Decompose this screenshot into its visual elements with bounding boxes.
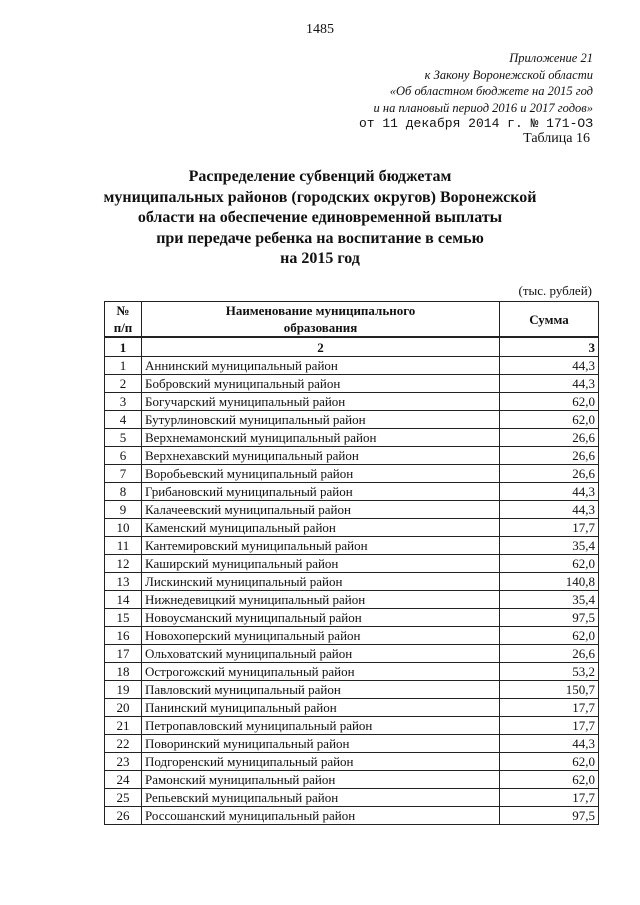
- law-date: от 11 декабря 2014 г. № 171-ОЗ: [358, 116, 593, 131]
- subsidy-amount: 44,3: [500, 501, 599, 519]
- header-name-line: Наименование муниципального: [225, 303, 416, 318]
- district-name: Верхнемамонский муниципальный район: [142, 429, 500, 447]
- district-name: Бобровский муниципальный район: [142, 375, 500, 393]
- table-row: [105, 501, 599, 519]
- row-number: 23: [105, 753, 142, 771]
- subsidy-amount: 44,3: [500, 375, 599, 393]
- district-name: Нижнедевицкий муниципальный район: [142, 591, 500, 609]
- row-number: 18: [105, 663, 142, 681]
- subsidy-amount: 17,7: [500, 519, 599, 537]
- district-name: Подгоренский муниципальный район: [142, 753, 500, 771]
- district-name: Кантемировский муниципальный район: [142, 537, 500, 555]
- table-row: [105, 609, 599, 627]
- district-name: Петропавловский муниципальный район: [142, 717, 500, 735]
- district-name: Ольховатский муниципальный район: [142, 645, 500, 663]
- header-name: [142, 302, 500, 338]
- row-number: 15: [105, 609, 142, 627]
- subsidy-amount: 62,0: [500, 411, 599, 429]
- column-number: 2: [142, 337, 500, 357]
- row-number: 24: [105, 771, 142, 789]
- table-row: [105, 537, 599, 555]
- district-name: Рамонский муниципальный район: [142, 771, 500, 789]
- row-number: 14: [105, 591, 142, 609]
- table-row: [105, 699, 599, 717]
- subsidy-amount: 35,4: [500, 591, 599, 609]
- title-line: на 2015 год: [280, 250, 360, 267]
- table-row: [105, 393, 599, 411]
- subsidy-amount: 140,8: [500, 573, 599, 591]
- title-line: области на обеспечение единовременной выплаты: [137, 209, 503, 226]
- row-number: 13: [105, 573, 142, 591]
- district-name: Бутурлиновский муниципальный район: [142, 411, 500, 429]
- table-row: [105, 465, 599, 483]
- subsidy-amount: 62,0: [500, 771, 599, 789]
- row-number: 17: [105, 645, 142, 663]
- table-row: [105, 789, 599, 807]
- district-name: Новохоперский муниципальный район: [142, 627, 500, 645]
- appendix-block: [263, 50, 593, 133]
- row-number: 4: [105, 411, 142, 429]
- district-name: Грибановский муниципальный район: [142, 483, 500, 501]
- row-number: 20: [105, 699, 142, 717]
- units-label: (тыс. рублей): [518, 283, 592, 298]
- row-number: 16: [105, 627, 142, 645]
- row-number: 2: [105, 375, 142, 393]
- row-number: 11: [105, 537, 142, 555]
- table-label: Таблица 16: [523, 131, 590, 146]
- table-row: [105, 447, 599, 465]
- district-name: Поворинский муниципальный район: [142, 735, 500, 753]
- row-number: 6: [105, 447, 142, 465]
- table-row: [105, 429, 599, 447]
- district-name: Павловский муниципальный район: [142, 681, 500, 699]
- subsidy-amount: 97,5: [500, 609, 599, 627]
- header-number-line: п/п: [113, 320, 133, 335]
- appendix-line: к Закону Воронежской области: [424, 67, 593, 82]
- subsidy-amount: 35,4: [500, 537, 599, 555]
- table-row: [105, 753, 599, 771]
- row-number: 22: [105, 735, 142, 753]
- appendix-line: и на плановый период 2016 и 2017 годов»: [373, 100, 593, 115]
- title-line: Распределение субвенций бюджетам: [188, 168, 452, 185]
- subsidy-amount: 17,7: [500, 717, 599, 735]
- row-number: 10: [105, 519, 142, 537]
- subsidy-amount: 26,6: [500, 645, 599, 663]
- subsidy-amount: 62,0: [500, 627, 599, 645]
- row-number: 5: [105, 429, 142, 447]
- page-number: 1485: [306, 22, 334, 37]
- district-name: Богучарский муниципальный район: [142, 393, 500, 411]
- district-name: Аннинский муниципальный район: [142, 357, 500, 375]
- subsidy-amount: 26,6: [500, 447, 599, 465]
- table-row: [105, 771, 599, 789]
- header-number-line: №: [116, 303, 130, 318]
- title-line: муниципальных районов (городских округов) Воронежской: [103, 188, 537, 206]
- header-number: [105, 302, 142, 338]
- table-row: [105, 645, 599, 663]
- subsidy-table: [104, 301, 599, 825]
- subsidy-amount: 44,3: [500, 357, 599, 375]
- document-title: [60, 167, 580, 270]
- table-row: [105, 681, 599, 699]
- subsidy-amount: 26,6: [500, 465, 599, 483]
- row-number: 7: [105, 465, 142, 483]
- table-row: [105, 411, 599, 429]
- district-name: Репьевский муниципальный район: [142, 789, 500, 807]
- table-row: [105, 375, 599, 393]
- row-number: 12: [105, 555, 142, 573]
- column-number: 1: [105, 337, 142, 357]
- table-row: [105, 735, 599, 753]
- table-row: [105, 807, 599, 825]
- subsidy-amount: 62,0: [500, 393, 599, 411]
- row-number: 25: [105, 789, 142, 807]
- row-number: 3: [105, 393, 142, 411]
- district-name: Острогожский муниципальный район: [142, 663, 500, 681]
- subsidy-amount: 17,7: [500, 699, 599, 717]
- row-number: 8: [105, 483, 142, 501]
- district-name: Лискинский муниципальный район: [142, 573, 500, 591]
- appendix-line: Приложение 21: [509, 51, 593, 65]
- table-row: [105, 519, 599, 537]
- row-number: 1: [105, 357, 142, 375]
- subsidy-amount: 53,2: [500, 663, 599, 681]
- district-name: Воробьевский муниципальный район: [142, 465, 500, 483]
- table-row: [105, 663, 599, 681]
- district-name: Калачеевский муниципальный район: [142, 501, 500, 519]
- subsidy-amount: 62,0: [500, 555, 599, 573]
- subsidy-amount: 17,7: [500, 789, 599, 807]
- table-row: [105, 573, 599, 591]
- table-row: [105, 591, 599, 609]
- subsidy-amount: 26,6: [500, 429, 599, 447]
- subsidy-amount: 44,3: [500, 735, 599, 753]
- table-header-row: [105, 302, 599, 338]
- subsidy-amount: 44,3: [500, 483, 599, 501]
- district-name: Россошанский муниципальный район: [142, 807, 500, 825]
- table-row: [105, 717, 599, 735]
- header-sum: Сумма: [500, 302, 599, 338]
- row-number: 9: [105, 501, 142, 519]
- district-name: Верхнехавский муниципальный район: [142, 447, 500, 465]
- row-number: 21: [105, 717, 142, 735]
- table-row: [105, 627, 599, 645]
- header-name-line: образования: [283, 320, 358, 335]
- district-name: Каширский муниципальный район: [142, 555, 500, 573]
- table-row: [105, 555, 599, 573]
- district-name: Каменский муниципальный район: [142, 519, 500, 537]
- column-number: 3: [500, 337, 599, 357]
- row-number: 26: [105, 807, 142, 825]
- appendix-line: «Об областном бюджете на 2015 год: [389, 84, 593, 98]
- district-name: Панинский муниципальный район: [142, 699, 500, 717]
- district-name: Новоусманский муниципальный район: [142, 609, 500, 627]
- table-row: [105, 483, 599, 501]
- row-number: 19: [105, 681, 142, 699]
- subsidy-amount: 97,5: [500, 807, 599, 825]
- subsidy-amount: 150,7: [500, 681, 599, 699]
- table-row: [105, 357, 599, 375]
- title-line: при передаче ребенка на воспитание в семью: [156, 229, 484, 247]
- column-numbers-row: [105, 337, 599, 357]
- subsidy-amount: 62,0: [500, 753, 599, 771]
